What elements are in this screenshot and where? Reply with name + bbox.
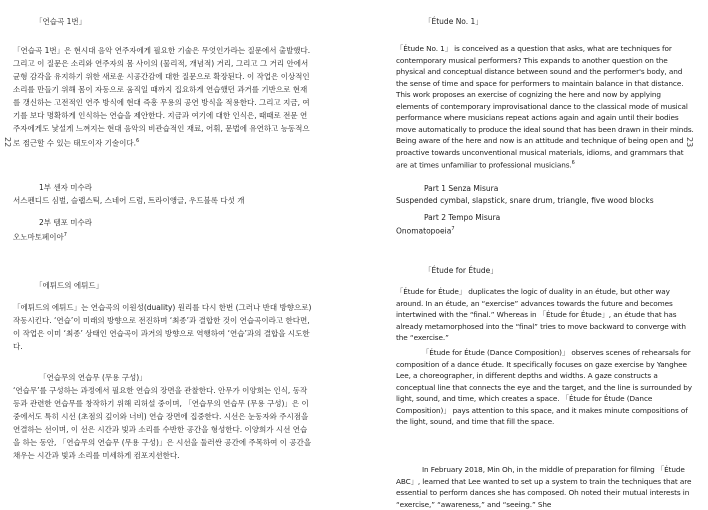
left-subtitle-dance: 「연습무의 연습무 (무용 구성)」 bbox=[39, 373, 147, 382]
right-item-2-text: Onomatopoeia bbox=[396, 226, 452, 236]
right-paragraph-1-text: 「Étude No. 1」 is conceived as a question that asks, what are techniques for contemporary musical performers? This expands to another question on the physical and conceptual distance between sound and the performer's body, and the sense of time and space for performers to maintain balance in that distance. This work proposes an exercise of cognizing the here and now by applying elements of contemporary improvisational dance to the classical mode of musical performance where musicians repeat actions again and again until their bodies move automatically to produce the ideal sound that has been drawn in their minds. Being aware of the here and now is an attitude and technique of being open and proactive towards unconventional musical materials, idioms, and grammars that are at times unfamiliar to professional musicians. bbox=[396, 44, 694, 170]
right-title-etude-1: 「Étude No. 1」 bbox=[424, 17, 483, 26]
page-number-right: 23 bbox=[685, 137, 694, 148]
footnote-marker: 6 bbox=[135, 138, 140, 144]
right-item-2-body bbox=[396, 224, 455, 237]
left-item-2-title: 2부 템포 미수라 bbox=[39, 218, 93, 227]
left-paragraph-1-text: 「연습곡 1번」은 현시대 음악 연주자에게 필요한 기술은 무엇인가라는 질문에서 출발했다. 그리고 이 질문은 소리와 연주자의 몸 사이의 (물리적, 개념적) 거리, 그리고 그 거리 안에서 균형 감각을 유지하기 위한 새로운 시공간감에 대한 질문으로 확장된다. 이 작업은 이상적인 소리를 만들기 위해 몸이 자동으로 움직일 때까지 집요하게 연습했던 과거를 기반으로 현재를 갱신하는 고전적인 연주 방식에 현대 즉흥 무용의 공연 방식을 적용한다. 그리고 지금, 여기를 보다 명확하게 인식하는 연습을 제안한다. 지금과 여기에 대한 인식은, 때때로 전문 연주자에게도 낯설게 느껴지는 현대 음악의 비관습적인 재료, 어휘, 문법에 유연하고 능동적으로 접근할 수 있는 태도이자 기술이다. bbox=[13, 46, 311, 148]
right-item-1-body: Suspended cymbal, slapstick, snare drum, triangle, five wood blocks bbox=[396, 196, 654, 205]
left-title-etude-for-etude: 「에튀드의 에튀드」 bbox=[35, 281, 104, 290]
left-item-1-body: 서스펜디드 심벌, 슬랩스틱, 스네어 드럼, 트라이앵글, 우드블록 다섯 개 bbox=[13, 196, 245, 205]
left-title-etude-1: 「연습곡 1번」 bbox=[35, 17, 87, 26]
left-item-1-title: 1부 센자 미수라 bbox=[39, 183, 93, 192]
right-paragraph-3: 「Étude for Étude (Dance Composition)」 observes scenes of rehearsals for composition of a dance étude. It specifically focuses on gaze exercise by Yanghee Lee, a choreographer, in different depths and widths. A gaze constructs a conceptual line that connects the eye and the target, and the line is surrounded by light, sound, and time, which creates a space. 「Étude for Étude (Dance Composition)」 pays attention to this space, and it makes minute compositions of the light, sound, and time that fill the space. bbox=[396, 348, 693, 426]
right-title-etude-for-etude: 「Étude for Étude」 bbox=[424, 266, 498, 275]
right-paragraph-1 bbox=[396, 43, 696, 171]
right-item-2-title: Part 2 Tempo Misura bbox=[424, 213, 501, 222]
right-paragraph-2: 「Étude for Étude」 duplicates the logic of duality in an étude, but other way around. In an étude, an “exercise” advances towards the future and becomes intertwined with the “final.” Whereas in 「Étude for Étude」, an étude that has already metamorphosed into the “final” tries to move backward to converge with the “exercise.” bbox=[396, 287, 686, 342]
page-number-left: 22 bbox=[3, 137, 12, 148]
left-item-2-body bbox=[13, 230, 313, 243]
footnote-marker: 7 bbox=[451, 226, 455, 232]
left-paragraph-3: ‘연습무’를 구성하는 과정에서 필요한 연습의 장면을 관찰한다. 안무가 이양희는 인식, 동작 등과 관련한 연습무를 창작하기 위해 리허설 중이며, 「연습무의 연습무 (무용 구성)」은 이 중에서도 특히 시선 (초점의 깊이와 너비) 연습 장면에 집중한다. 시선은 눈동자와 주시점을 연결하는 선이며, 이 선은 시간과 빛과 소리를 수반한 공간을 형성한다. 이양희가 시선 연습을 하는 동안, 「연습무의 연습무 (무용 구성)」은 시선을 둘러싼 공간에 주목하여 이 공간을 채우는 시간과 빛과 소리를 미세하게 컴포지션한다. bbox=[13, 386, 312, 460]
left-paragraph-2: 「에튀드의 에튀드」는 연습곡의 이원성(duality) 원리를 다시 한번 (그러나 반대 방향으로) 작동시킨다. ‘연습’이 미래의 방향으로 전진하며 ‘최종’과 결합한 것이 연습곡이라고 한다면, 이 작업은 이미 ‘최종’ 상태인 연습곡이 과거의 방향으로 역행하여 ‘연습’과의 결합을 시도한다. bbox=[13, 303, 312, 351]
left-item-2-text: 오노마토페이아 bbox=[13, 232, 64, 242]
right-item-1-title: Part 1 Senza Misura bbox=[424, 184, 499, 193]
left-paragraph-1 bbox=[13, 44, 313, 150]
footnote-marker: 7 bbox=[63, 232, 67, 238]
footnote-marker: 6 bbox=[571, 160, 575, 166]
right-paragraph-4: In February 2018, Min Oh, in the middle of preparation for filming 「Étude ABC」, learned that Lee wanted to set up a system to train the techniques that are essential to perform dances she has composed. Oh noted their mutual interests in “exercise,” “awareness,” and “seeing.” She bbox=[396, 465, 692, 509]
